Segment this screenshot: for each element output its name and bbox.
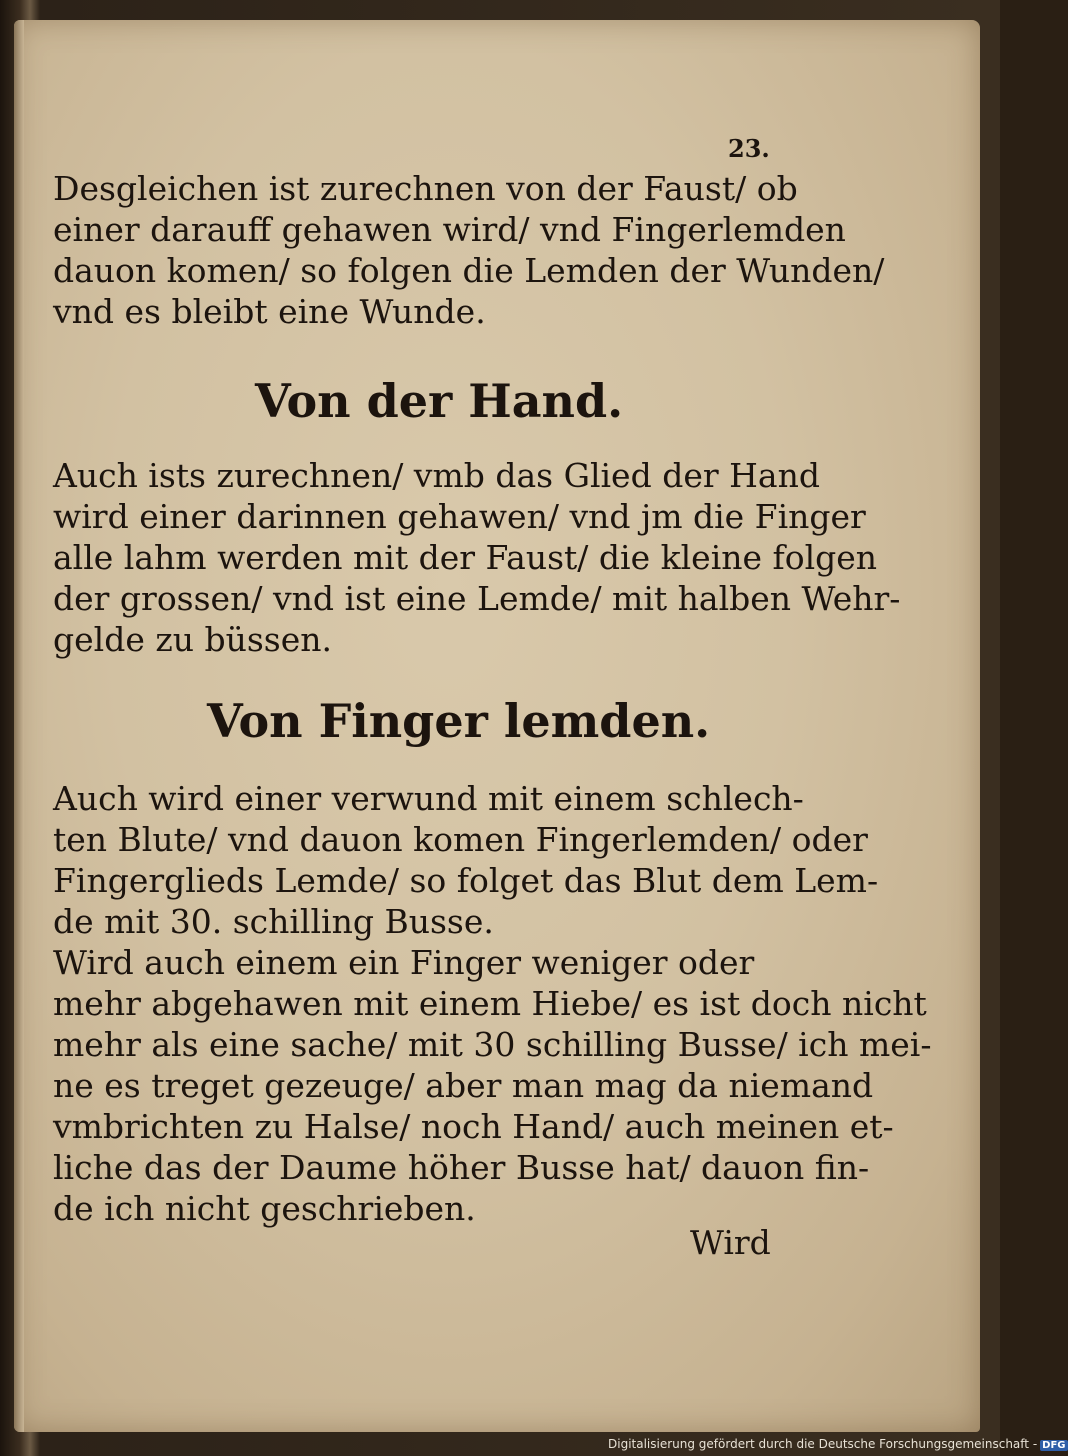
paragraph-1 [53,168,884,332]
page-edge [14,20,24,1432]
paragraph-4 [53,942,931,1229]
text-line: vmbrichten zu Halse/ noch Hand/ auch meinen et- [53,1107,894,1146]
heading-von-finger-lemden: Von Finger lemden. [207,694,711,748]
text-line: ten Blute/ vnd dauon komen Fingerlemden/ oder [53,820,868,859]
text-line: Auch wird einer verwund mit einem schlech- [53,779,804,818]
text-line: mehr als eine sache/ mit 30 schilling Busse/ ich mei- [53,1025,932,1064]
text-line: einer darauff gehawen wird/ vnd Fingerlemden [53,210,846,249]
paragraph-3 [53,778,878,942]
text-line: de mit 30. schilling Busse. [53,902,494,941]
text-line: ne es treget gezeuge/ aber man mag da niemand [53,1066,874,1105]
heading-von-der-hand: Von der Hand. [255,374,624,428]
paragraph-2 [53,455,900,660]
footer-text: Digitalisierung gefördert durch die Deutsche Forschungsgemeinschaft - [608,1437,1038,1451]
text-line: gelde zu büssen. [53,620,333,659]
page-number: 23. [728,134,770,163]
text-line: dauon komen/ so folgen die Lemden der Wunden/ [53,251,885,290]
text-line: Fingerglieds Lemde/ so folget das Blut dem Lem- [53,861,879,900]
dfg-logo: DFG [1042,1440,1066,1451]
text-line: alle lahm werden mit der Faust/ die kleine folgen [53,538,878,577]
text-line: Desgleichen ist zurechnen von der Faust/ ob [53,169,798,208]
text-line: mehr abgehawen mit einem Hiebe/ es ist doch nicht [53,984,927,1023]
text-line: der grossen/ vnd ist eine Lemde/ mit halben Wehr- [53,579,901,618]
catchword: Wird [690,1223,771,1262]
text-line: de ich nicht geschrieben. [53,1189,476,1228]
text-line: vnd es bleibt eine Wunde. [53,292,486,331]
text-line: Auch ists zurechnen/ vmb das Glied der Hand [53,456,820,495]
text-line: liche das der Daume höher Busse hat/ dauon fin- [53,1148,870,1187]
text-line: Wird auch einem ein Finger weniger oder [53,943,755,982]
text-line: wird einer darinnen gehawen/ vnd jm die Finger [53,497,866,536]
digitization-footer [608,1437,1068,1451]
